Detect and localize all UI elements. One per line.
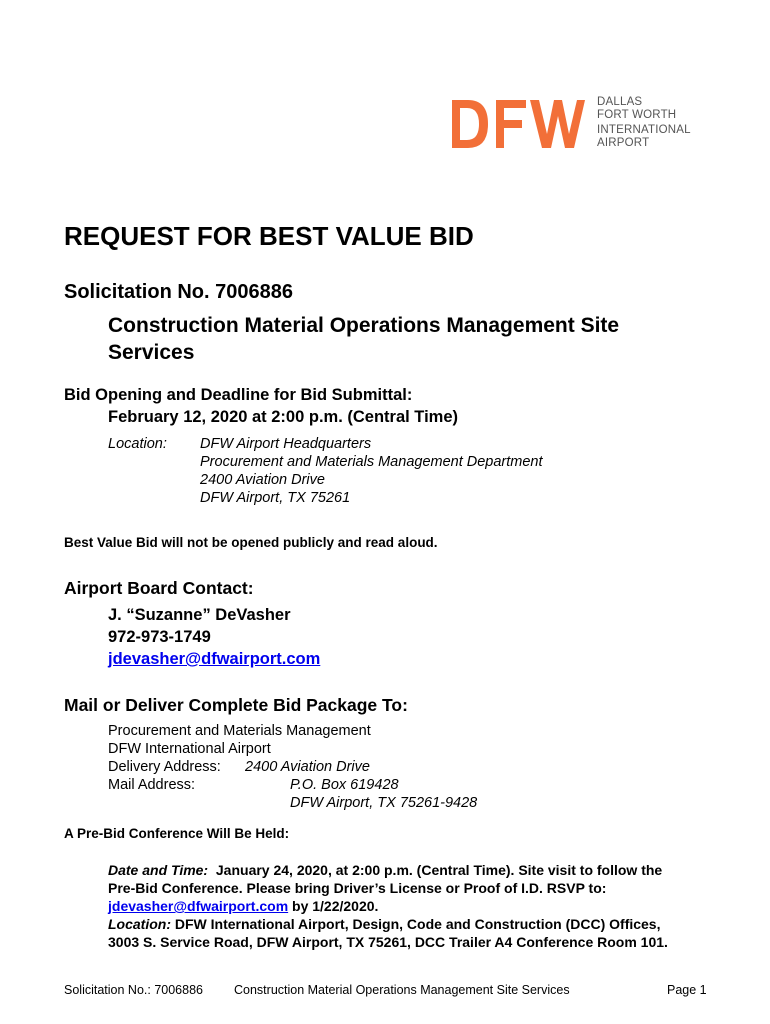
delivery-address-label: Delivery Address: xyxy=(108,759,221,775)
prebid-datetime-text-1: January 24, 2020, at 2:00 p.m. (Central Time). Site visit to follow the xyxy=(215,862,663,878)
dfw-logo-mark xyxy=(450,98,585,150)
mail-address-label: Mail Address: xyxy=(108,777,196,793)
prebid-rsvp-line xyxy=(108,898,378,914)
contact-name: J. “Suzanne” DeVasher xyxy=(108,606,291,624)
location-line-2: Procurement and Materials Management Department xyxy=(200,454,543,470)
prebid-location-text-2: 3003 S. Service Road, DFW Airport, TX 75261, DCC Trailer A4 Conference Room 101. xyxy=(108,934,668,950)
footer-title: Construction Material Operations Management Site Services xyxy=(234,983,570,997)
prebid-datetime-text-2: Pre-Bid Conference. Please bring Driver’s License or Proof of I.D. RSVP to: xyxy=(108,880,607,896)
footer-solicitation: Solicitation No.: 7006886 xyxy=(64,983,203,997)
dfw-logo xyxy=(450,96,690,152)
mail-line-1: Procurement and Materials Management xyxy=(108,723,371,739)
location-line-1: DFW Airport Headquarters xyxy=(200,436,372,452)
contact-heading: Airport Board Contact: xyxy=(64,578,254,598)
prebid-datetime-line-1 xyxy=(108,862,662,878)
solicitation-number: Solicitation No. 7006886 xyxy=(64,281,293,303)
prebid-location-line-1 xyxy=(108,916,661,932)
mail-heading: Mail or Deliver Complete Bid Package To: xyxy=(64,695,408,715)
footer-page-number: Page 1 xyxy=(667,983,707,997)
prebid-location-text-1: DFW International Airport, Design, Code and Construction (DCC) Offices, xyxy=(171,916,661,932)
logo-text-line-4: AIRPORT xyxy=(597,137,650,149)
prebid-datetime-label: Date and Time: xyxy=(108,862,209,878)
mail-address-value-1: P.O. Box 619428 xyxy=(290,777,399,793)
prebid-heading: A Pre-Bid Conference Will Be Held: xyxy=(64,826,290,841)
solicitation-name-line-1: Construction Material Operations Management Site xyxy=(108,314,620,337)
logo-text-line-2: FORT WORTH xyxy=(597,109,677,121)
mail-address-value-2: DFW Airport, TX 75261-9428 xyxy=(290,795,478,811)
page-title: REQUEST FOR BEST VALUE BID xyxy=(64,221,474,251)
prebid-location-label: Location: xyxy=(108,916,171,932)
public-opening-notice: Best Value Bid will not be opened publicly and read aloud. xyxy=(64,535,438,550)
location-line-3: 2400 Aviation Drive xyxy=(200,472,325,488)
rsvp-email-link[interactable]: jdevasher@dfwairport.com xyxy=(108,898,289,914)
logo-text-line-1: DALLAS xyxy=(597,96,643,108)
logo-text-line-3: INTERNATIONAL xyxy=(597,124,691,136)
contact-phone: 972-973-1749 xyxy=(108,628,211,646)
bid-opening-heading: Bid Opening and Deadline for Bid Submittal: xyxy=(64,386,413,404)
bid-opening-date: February 12, 2020 at 2:00 p.m. (Central Time) xyxy=(108,408,459,426)
location-line-4: DFW Airport, TX 75261 xyxy=(200,490,351,506)
delivery-address-value: 2400 Aviation Drive xyxy=(245,759,370,775)
rsvp-deadline: by 1/22/2020. xyxy=(288,898,379,914)
mail-line-2: DFW International Airport xyxy=(108,741,271,757)
solicitation-name-line-2: Services xyxy=(108,341,195,364)
contact-email-link[interactable]: jdevasher@dfwairport.com xyxy=(108,650,321,668)
location-label: Location: xyxy=(108,436,167,452)
